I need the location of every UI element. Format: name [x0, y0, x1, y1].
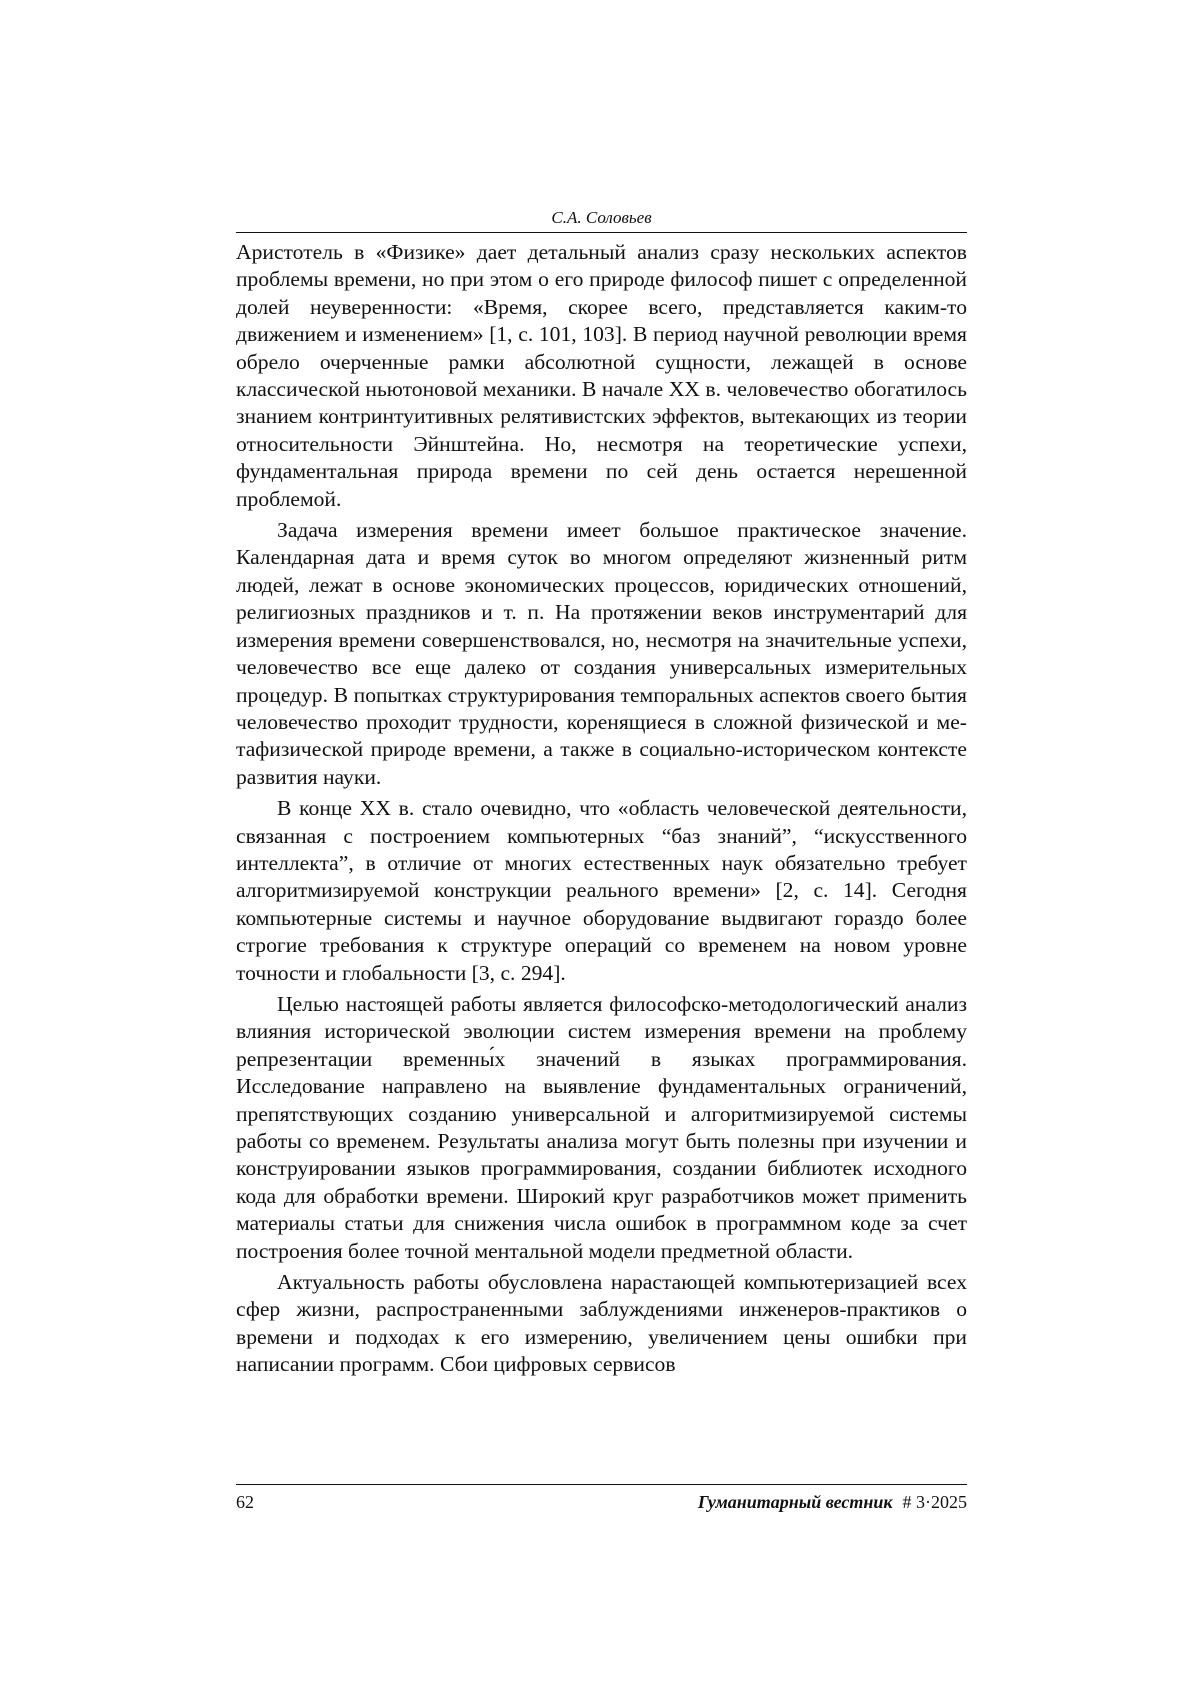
document-page	[236, 0, 967, 1698]
paragraph-5: Актуальность работы обусловлена нарастающей компьютеризацией всех сфер жизни, распространенными заблуждениями инженеров-практиков о времени и подходах к его измерению, увеличением цены ошибки при написании программ. Сбои цифровых сервисов	[236, 1270, 967, 1377]
journal-name: Гуманитарный вестник	[697, 1492, 893, 1512]
paragraph-3: В конце XX в. стало очевидно, что «область человеческой деятельности, связанная с построением компьютерных “баз знаний”, “искусственного интеллекта”, в отличие от многих естественных наук обязательно требует алгоритмизируемой конструкции реального времени» [2, с. 14]. Сегодня компьютерные системы и научное оборудование выдвигают гораздо более строгие требования к структуре операций со временем на новом уровне точности и глобальности [3, с. 294].	[236, 796, 967, 985]
paragraph-1: Аристотель в «Физике» дает детальный анализ сразу нескольких аспектов проблемы времени, но при этом о его природе философ пишет с определенной долей неуверенности: «Время, скорее всего, представляется каким-то движением и изменением» [1, с. 101, 103]. В период научной революции время обрело очерченные рамки абсолютной сущности, лежащей в основе классической ньютоновой механики. В начале XX в. человечество обогатилось знанием контринтуитивных релятивистских эффектов, вытекающих из теории относительности Эйнштейна. Но, несмотря на теоретические успехи, фундаментальная природа времени по сей день остается нерешенной проблемой.	[236, 240, 967, 511]
header-divider	[236, 232, 967, 233]
journal-info	[698, 1491, 967, 1513]
running-header-author: С.А. Соловьев	[551, 208, 652, 227]
paragraph-2: Задача измерения времени имеет большое практическое значение. Календарная дата и время суток во многом определяют жизненный ритм людей, лежат в основе экономических процессов, юридических отношений, религиозных праздников и т. п. На протяжении веков инструментарий для измерения времени совершенствовался, но, несмотря на значительные успехи, человечество все еще далеко от создания универсальных измерительных процедур. В попытках структурирования темпоральных аспектов своего бытия человечество проходит трудности, коренящиеся в сложной физической и метафизической природе времени, а также в социально-историческом контексте развития науки.	[236, 518, 967, 789]
page-footer	[236, 1491, 967, 1515]
journal-issue: # 3·2025	[902, 1492, 967, 1512]
paragraph-4: Целью настоящей работы является философско-методологический анализ влияния исторической эволюции систем измерения времени на проблему репрезентации временны́х значений в языках программирования. Исследование направлено на выявление фундаментальных ограничений, препятствующих созданию универсальной и алгоритмизируемой системы работы со временем. Результаты анализа могут быть полезны при изучении и конструировании языков программирования, создании библиотек исходного кода для обработки времени. Широкий круг разработчиков может применить материалы статьи для снижения числа ошибок в программном коде за счет построения более точной ментальной модели предметной области.	[236, 991, 967, 1263]
footer-divider	[236, 1484, 967, 1485]
article-body	[236, 239, 967, 1383]
page-number: 62	[236, 1492, 254, 1512]
